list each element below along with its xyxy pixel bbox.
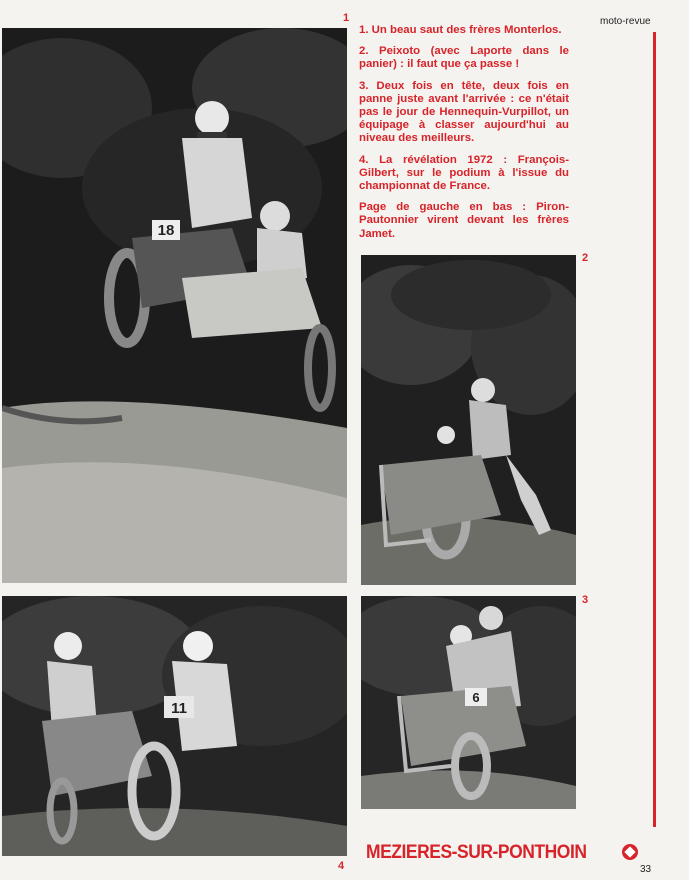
photo-4-francois-gilbert (2, 596, 347, 856)
photo-number-3: 3 (582, 594, 589, 606)
photo-1-plate: 18 (157, 222, 175, 239)
article-location-title: MEZIERES-SUR-PONTHOIN (366, 842, 587, 863)
photo-3-hennequin-vurpillot (361, 596, 576, 809)
captions-block (359, 24, 569, 249)
magazine-name: moto-revue (600, 16, 651, 27)
photo-number-4: 4 (338, 860, 345, 872)
caption-2: 2. Peixoto (avec Laporte dans le panier) : il faut que ça passe ! (359, 45, 569, 71)
page-number: 33 (640, 864, 652, 875)
photo-4-plate: 11 (171, 700, 187, 717)
photo-number-1: 1 (343, 12, 350, 24)
caption-3: 3. Deux fois en tête, deux fois en panne juste avant l'arrivée : ce n'était pas le jour de Hennequin-Vurpillot, un équipage à classer aujourd'hui au niveau des meilleurs. (359, 79, 569, 145)
caption-left-page: Page de gauche en bas : Piron-Pautonnier virent devant les frères Jamet. (359, 201, 569, 240)
photo-3-plate: 6 (472, 690, 480, 705)
photo-number-2: 2 (582, 252, 589, 264)
publisher-logo-icon (622, 844, 638, 860)
caption-4: 4. La révélation 1972 : François-Gilbert, sur le podium à l'issue du championnat de France. (359, 153, 569, 193)
red-vertical-rule (653, 32, 656, 827)
photo-1-sidecar-jump (2, 28, 347, 583)
photo-2-peixoto-laporte (361, 255, 576, 585)
caption-1: 1. Un beau saut des frères Monterlos. (359, 24, 562, 36)
